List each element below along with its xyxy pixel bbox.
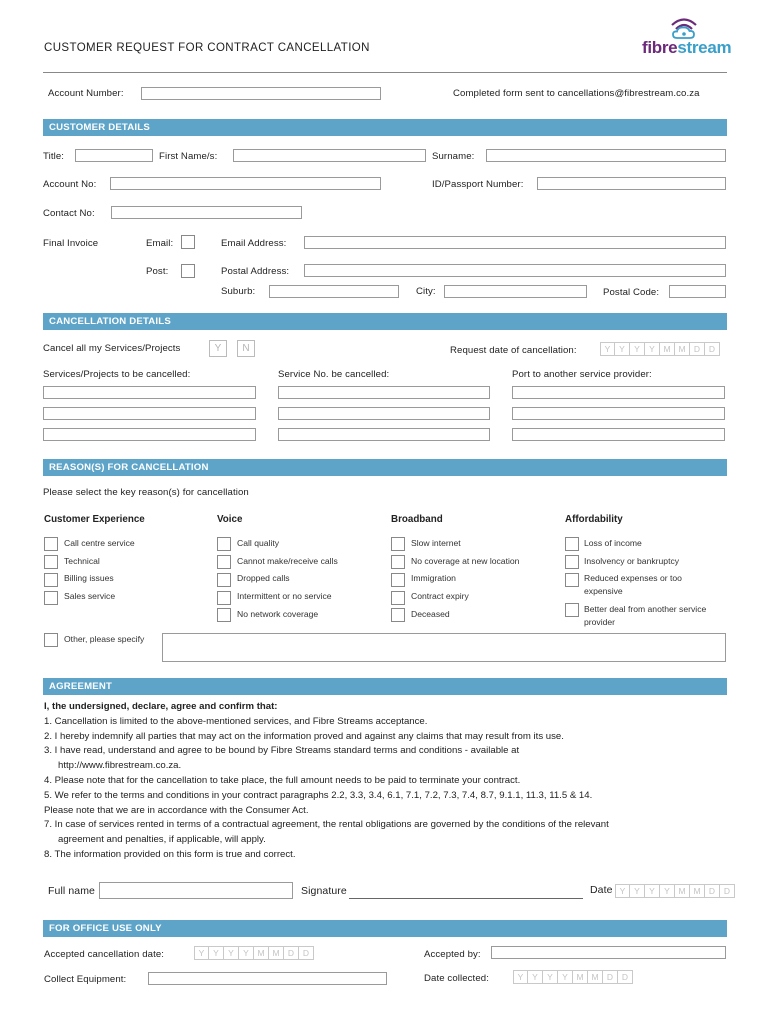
- reason-label: Billing issues: [64, 573, 114, 583]
- agreement-line: Please note that we are in accordance with the Consumer Act.: [44, 804, 309, 816]
- first-names-field[interactable]: [233, 149, 426, 162]
- reason-checkbox[interactable]: [565, 555, 579, 569]
- service-no-label: Service No. be cancelled:: [278, 369, 390, 380]
- post-option-label: Post:: [146, 266, 169, 277]
- reasons-intro: Please select the key reason(s) for cancellation: [43, 487, 249, 498]
- date-digit-box[interactable]: M: [588, 970, 603, 984]
- reason-checkbox[interactable]: [391, 537, 405, 551]
- date-digit-box[interactable]: D: [720, 884, 735, 898]
- date-digit-box[interactable]: D: [284, 946, 299, 960]
- date-digit-box[interactable]: Y: [558, 970, 573, 984]
- reason-checkbox[interactable]: [44, 555, 58, 569]
- date-digit-box[interactable]: Y: [645, 884, 660, 898]
- date-digit-box[interactable]: Y: [630, 342, 645, 356]
- reason-checkbox[interactable]: [44, 591, 58, 605]
- cancellation-details-header: CANCELLATION DETAILS: [43, 313, 727, 330]
- reason-label: Dropped calls: [237, 573, 290, 583]
- full-name-field[interactable]: [99, 882, 293, 899]
- service-field-2[interactable]: [43, 407, 256, 420]
- date-digit-box[interactable]: Y: [660, 884, 675, 898]
- office-use-header: FOR OFFICE USE ONLY: [43, 920, 727, 937]
- date-digit-box[interactable]: D: [690, 342, 705, 356]
- accepted-date-boxes[interactable]: [194, 946, 314, 960]
- service-no-field-1[interactable]: [278, 386, 490, 399]
- agreement-line: 8. The information provided on this form is true and correct.: [44, 848, 296, 860]
- port-field-3[interactable]: [512, 428, 725, 441]
- agreement-line: 3. I have read, understand and agree to be bound by Fibre Streams standard terms and conditions - available at: [44, 745, 520, 757]
- reason-label: Sales service: [64, 591, 116, 601]
- reason-label: Reduced expenses or too expensive: [584, 573, 682, 596]
- reason-checkbox[interactable]: [217, 537, 231, 551]
- date-digit-box[interactable]: Y: [645, 342, 660, 356]
- reason-checkbox[interactable]: [565, 573, 579, 587]
- agreement-header: AGREEMENT: [43, 678, 727, 695]
- port-field-2[interactable]: [512, 407, 725, 420]
- date-digit-box[interactable]: Y: [615, 342, 630, 356]
- email-address-label: Email Address:: [221, 238, 287, 249]
- port-provider-label: Port to another service provider:: [512, 369, 652, 380]
- account-number-field[interactable]: [141, 87, 381, 100]
- signature-date-boxes[interactable]: [615, 884, 735, 898]
- postal-code-label: Postal Code:: [603, 287, 660, 298]
- account-no-field[interactable]: [110, 177, 381, 190]
- cancel-all-label: Cancel all my Services/Projects: [43, 343, 181, 354]
- reason-checkbox[interactable]: [217, 555, 231, 569]
- postal-code-field[interactable]: [669, 285, 726, 298]
- reason-checkbox[interactable]: [217, 608, 231, 622]
- reason-label: Technical: [64, 556, 100, 566]
- date-digit-box[interactable]: Y: [600, 342, 615, 356]
- accepted-by-field[interactable]: [491, 946, 726, 959]
- post-invoice-checkbox[interactable]: [181, 264, 195, 278]
- logo-text-suffix: stream: [677, 38, 732, 57]
- date-digit-box[interactable]: Y: [543, 970, 558, 984]
- cancel-all-no-box[interactable]: N: [237, 340, 255, 357]
- id-passport-field[interactable]: [537, 177, 726, 190]
- service-no-field-3[interactable]: [278, 428, 490, 441]
- reason-label: Loss of income: [584, 538, 642, 548]
- date-digit-box[interactable]: Y: [224, 946, 239, 960]
- request-date-label: Request date of cancellation:: [450, 345, 577, 356]
- services-cancel-label: Services/Projects to be cancelled:: [43, 369, 191, 380]
- other-reason-checkbox[interactable]: [44, 633, 58, 647]
- id-passport-label: ID/Passport Number:: [432, 179, 524, 190]
- reason-label: No network coverage: [237, 609, 319, 619]
- customer-experience-heading: Customer Experience: [44, 514, 145, 525]
- reason-label: Cannot make/receive calls: [237, 556, 338, 566]
- contact-no-label: Contact No:: [43, 208, 95, 219]
- voice-heading: Voice: [217, 514, 243, 525]
- date-digit-box[interactable]: Y: [630, 884, 645, 898]
- reason-checkbox[interactable]: [391, 608, 405, 622]
- agreement-line: 2. I hereby indemnify all parties that may act on the information proved and against any claims that may result from its use.: [44, 730, 564, 742]
- date-digit-box[interactable]: M: [675, 342, 690, 356]
- reason-checkbox[interactable]: [44, 537, 58, 551]
- reason-label: Immigration: [411, 573, 456, 583]
- date-digit-box[interactable]: Y: [209, 946, 224, 960]
- page-title: CUSTOMER REQUEST FOR CONTRACT CANCELLATION: [44, 42, 370, 54]
- date-digit-box[interactable]: M: [675, 884, 690, 898]
- other-reason-label: Other, please specify: [64, 634, 145, 644]
- agreement-line: 1. Cancellation is limited to the above-mentioned services, and Fibre Streams acceptance.: [44, 715, 428, 727]
- email-address-field[interactable]: [304, 236, 726, 249]
- submission-email-note: Completed form sent to cancellations@fibrestream.co.za: [453, 88, 700, 99]
- suburb-label: Suburb:: [221, 286, 256, 297]
- agreement-line: 4. Please note that for the cancellation to take place, the full amount needs to be paid to terminate your contract.: [44, 774, 521, 786]
- agreement-text: [44, 700, 734, 863]
- cancel-all-yes-box[interactable]: Y: [209, 340, 227, 357]
- date-collected-boxes[interactable]: [513, 970, 633, 984]
- date-digit-box[interactable]: M: [573, 970, 588, 984]
- affordability-heading: Affordability: [565, 514, 623, 525]
- full-name-label: Full name: [48, 885, 96, 897]
- accepted-by-label: Accepted by:: [424, 949, 481, 960]
- collect-equipment-field[interactable]: [148, 972, 387, 985]
- other-reason-field[interactable]: [162, 633, 726, 662]
- agreement-line: agreement and penalties, if applicable, will apply.: [58, 834, 266, 846]
- service-field-3[interactable]: [43, 428, 256, 441]
- reason-checkbox[interactable]: [391, 591, 405, 605]
- city-field[interactable]: [444, 285, 587, 298]
- reason-label: Insolvency or bankruptcy: [584, 556, 680, 566]
- date-digit-box[interactable]: D: [705, 342, 720, 356]
- reason-label: Better deal from another service provider: [584, 604, 707, 627]
- date-digit-box[interactable]: D: [705, 884, 720, 898]
- header-divider: [43, 72, 727, 73]
- reason-checkbox[interactable]: [44, 573, 58, 587]
- date-digit-box[interactable]: Y: [239, 946, 254, 960]
- first-names-label: First Name/s:: [159, 151, 218, 162]
- fibrestream-logo: [640, 16, 732, 62]
- signature-label: Signature: [301, 885, 347, 897]
- date-digit-box[interactable]: Y: [528, 970, 543, 984]
- customer-details-header: CUSTOMER DETAILS: [43, 119, 727, 136]
- email-option-label: Email:: [146, 238, 174, 249]
- reason-checkbox[interactable]: [565, 537, 579, 551]
- service-field-1[interactable]: [43, 386, 256, 399]
- logo-text-prefix: fibre: [642, 38, 678, 57]
- final-invoice-label: Final Invoice: [43, 238, 99, 249]
- date-digit-box[interactable]: Y: [194, 946, 209, 960]
- port-field-1[interactable]: [512, 386, 725, 399]
- suburb-field[interactable]: [269, 285, 399, 298]
- request-date-boxes[interactable]: [600, 342, 720, 356]
- date-digit-box[interactable]: M: [690, 884, 705, 898]
- broadband-heading: Broadband: [391, 514, 443, 525]
- agreement-line: http://www.fibrestream.co.za.: [58, 760, 182, 772]
- date-digit-box[interactable]: D: [618, 970, 633, 984]
- reasons-header: REASON(S) FOR CANCELLATION: [43, 459, 727, 476]
- service-no-field-2[interactable]: [278, 407, 490, 420]
- email-invoice-checkbox[interactable]: [181, 235, 195, 249]
- agreement-lead: I, the undersigned, declare, agree and confirm that:: [44, 701, 278, 712]
- reason-label: Slow internet: [411, 538, 461, 548]
- date-digit-box[interactable]: M: [269, 946, 284, 960]
- surname-label: Surname:: [432, 151, 475, 162]
- account-number-label: Account Number:: [48, 88, 124, 99]
- postal-address-label: Postal Address:: [221, 266, 290, 277]
- reason-label: Contract expiry: [411, 591, 469, 601]
- reason-label: Deceased: [411, 609, 450, 619]
- agreement-line: 5. We refer to the terms and conditions in your contract paragraphs 2.2, 3.3, 3.4, 6.1, 7.1, 7.2, 7.3, 7.4, 8.7, 9.1.1, 11.3, 11.5 & 14.: [44, 789, 593, 801]
- postal-address-field[interactable]: [304, 264, 726, 277]
- reason-label: No coverage at new location: [411, 556, 520, 566]
- agreement-line: 7. In case of services rented in terms of a contractual agreement, the rental obligations are governed by the conditions of the relevant: [44, 819, 609, 831]
- reason-checkbox[interactable]: [391, 555, 405, 569]
- reason-checkbox[interactable]: [391, 573, 405, 587]
- date-digit-box[interactable]: Y: [615, 884, 630, 898]
- date-collected-label: Date collected:: [424, 973, 489, 984]
- reason-checkbox[interactable]: [217, 573, 231, 587]
- reason-label: Call centre service: [64, 538, 135, 548]
- title-field[interactable]: [75, 149, 153, 162]
- collect-equipment-label: Collect Equipment:: [44, 974, 127, 985]
- title-label: Title:: [43, 151, 65, 162]
- reason-label: Intermittent or no service: [237, 591, 332, 601]
- signature-line[interactable]: [349, 898, 583, 899]
- date-digit-box[interactable]: M: [254, 946, 269, 960]
- account-no-label: Account No:: [43, 179, 97, 190]
- surname-field[interactable]: [486, 149, 726, 162]
- city-label: City:: [416, 286, 436, 297]
- date-digit-box[interactable]: Y: [513, 970, 528, 984]
- reason-label: Call quality: [237, 538, 280, 548]
- date-digit-box[interactable]: D: [299, 946, 314, 960]
- date-digit-box[interactable]: M: [660, 342, 675, 356]
- reason-checkbox[interactable]: [565, 603, 579, 617]
- contact-no-field[interactable]: [111, 206, 302, 219]
- reason-checkbox[interactable]: [217, 591, 231, 605]
- accepted-date-label: Accepted cancellation date:: [44, 949, 165, 960]
- date-label: Date: [590, 884, 613, 896]
- date-digit-box[interactable]: D: [603, 970, 618, 984]
